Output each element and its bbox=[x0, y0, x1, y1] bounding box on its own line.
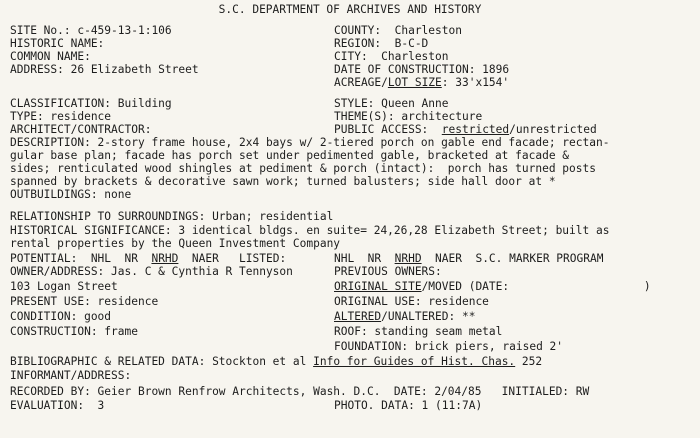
potential bbox=[10, 252, 286, 265]
biblio-page: 252 bbox=[515, 355, 543, 368]
owner-address: OWNER/ADDRESS: Jas. C & Cynthia R Tennyson bbox=[10, 265, 293, 278]
biblio-title: Info for Guides of Hist. Chas. bbox=[313, 355, 516, 368]
foundation: FOUNDATION: brick piers, raised 2' bbox=[334, 340, 564, 353]
outbuildings: OUTBUILDINGS: none bbox=[10, 188, 132, 201]
biblio-prefix: BIBLIOGRAPHIC & RELATED DATA: Stockton et al bbox=[10, 355, 314, 368]
description-line: DESCRIPTION: 2-story frame house, 2x4 bays w/ 2-tiered porch on gable end facade; rectan- bbox=[10, 136, 610, 149]
classification: CLASSIFICATION: Building bbox=[10, 97, 172, 110]
header-title: S.C. DEPARTMENT OF ARCHIVES AND HISTORY bbox=[218, 3, 482, 16]
previous-owners: PREVIOUS OWNERS: bbox=[334, 265, 442, 278]
informant-address: INFORMANT/ADDRESS: bbox=[10, 369, 132, 382]
altered: ALTERED bbox=[334, 310, 382, 323]
region: REGION: B-C-D bbox=[334, 37, 429, 50]
evaluation: EVALUATION: 3 bbox=[10, 399, 105, 412]
architect-contractor: ARCHITECT/CONTRACTOR: bbox=[10, 123, 152, 136]
themes: THEME(S): architecture bbox=[334, 110, 483, 123]
acreage-label: ACREAGE/ bbox=[334, 76, 388, 89]
unrestricted-value: /unrestricted bbox=[509, 123, 597, 136]
common-name: COMMON NAME: bbox=[10, 50, 91, 63]
address: ADDRESS: 26 Elizabeth Street bbox=[10, 63, 199, 76]
potential-nrhd: NRHD bbox=[151, 252, 179, 265]
description-line: sides; renticulated wood shingles at pediment & porch (intact): porch has turned posts bbox=[10, 162, 596, 175]
roof: ROOF: standing seam metal bbox=[334, 325, 503, 338]
moved-date: /MOVED (DATE: ) bbox=[421, 280, 651, 293]
photo-data: PHOTO. DATA: 1 (11:7A) bbox=[334, 399, 483, 412]
lot-size-label: LOT SIZE bbox=[387, 76, 442, 89]
condition: CONDITION: good bbox=[10, 310, 112, 323]
listed-nrhd: NRHD bbox=[394, 252, 422, 265]
description-line: spanned by brackets & decorative sawn work; turned balusters; side hall door at * bbox=[10, 175, 556, 188]
bibliographic-data bbox=[10, 355, 542, 368]
lot-size-value: : 33'x154' bbox=[441, 76, 510, 89]
public-access-label: PUBLIC ACCESS: bbox=[334, 123, 442, 136]
significance-line: HISTORICAL SIGNIFICANCE: 3 identical bldgs. en suite= 24,26,28 Elizabeth Street; built as bbox=[10, 224, 610, 237]
site-number: SITE No.: c-459-13-1:106 bbox=[10, 24, 172, 37]
potential-suffix: NAER LISTED: bbox=[178, 252, 287, 265]
historic-name: HISTORIC NAME: bbox=[10, 37, 105, 50]
construction: CONSTRUCTION: frame bbox=[10, 325, 138, 338]
potential-prefix: POTENTIAL: NHL NR bbox=[10, 252, 152, 265]
description-line: gular base plan; facade has porch set under pedimented gable, bracketed at facade & bbox=[10, 149, 570, 162]
public-access bbox=[334, 123, 597, 136]
style: STYLE: Queen Anne bbox=[334, 97, 449, 110]
county: COUNTY: Charleston bbox=[334, 24, 462, 37]
listed-prefix: NHL NR bbox=[334, 252, 395, 265]
original-site: ORIGINAL SITE bbox=[334, 280, 422, 293]
listed bbox=[334, 252, 603, 265]
original-use: ORIGINAL USE: residence bbox=[334, 295, 489, 308]
city: CITY: Charleston bbox=[334, 50, 449, 63]
owner-street: 103 Logan Street bbox=[10, 280, 118, 293]
present-use: PRESENT USE: residence bbox=[10, 295, 159, 308]
restricted-value: restricted bbox=[441, 123, 510, 136]
relationship-to-surroundings: RELATIONSHIP TO SURROUNDINGS: Urban; residential bbox=[10, 210, 334, 223]
significance-line: rental properties by the Queen Investment Company bbox=[10, 237, 341, 250]
listed-suffix: NAER S.C. MARKER PROGRAM bbox=[421, 252, 604, 265]
original-site-moved bbox=[334, 280, 651, 293]
recorded-by: RECORDED BY: Geier Brown Renfrow Architects, Wash. D.C. DATE: 2/04/85 INITIALED: RW bbox=[10, 385, 590, 398]
altered-unaltered bbox=[334, 310, 475, 323]
type: TYPE: residence bbox=[10, 110, 112, 123]
unaltered: /UNALTERED: ** bbox=[381, 310, 476, 323]
date-of-construction: DATE OF CONSTRUCTION: 1896 bbox=[334, 63, 510, 76]
acreage-lot-size bbox=[334, 76, 509, 89]
